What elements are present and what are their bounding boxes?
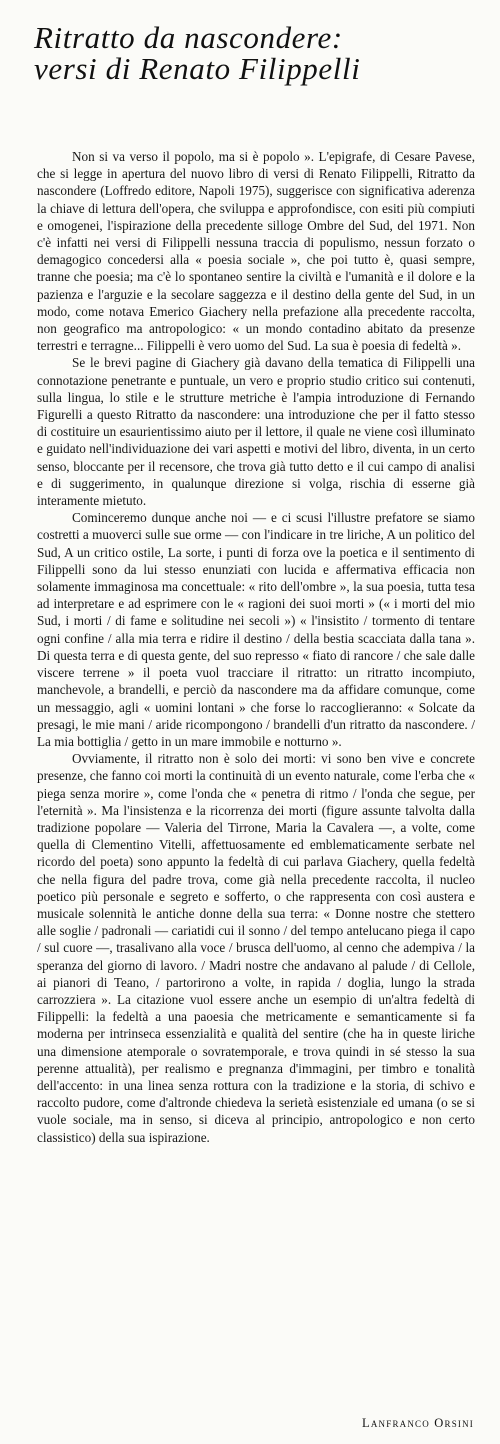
paragraph-4: Ovviamente, il ritratto non è solo dei morti: vi sono ben vive e concrete presenze, che fanno coi morti la continuità di un evento naturale, come l'erba che « piega senza morire », come l'onda che « penetra di ritmo / l'onda che segue, per l'eternità ». Ma l'insistenza e la ricorrenza dei morti (figure assunte talvolta dalla tradizione popolare — Valeria del Tirrone, Maria la Cavalera —, a volte, come quella di Clementino Vitelli, affettuosamente ed emblematicamente serbate nel ricordo del poeta) sono appunto la fedeltà di cui parlava Giachery, quella fedeltà che nella figura del padre trova, come già nella precedente raccolta, il nucleo poetico più personale e segreto e sofferto, o che rappresenta con così austera e musicale solennità le antiche donne della sua terra: « Donne nostre che stettero alle soglie / padronali — cariatidi cui il sonno / del tempo antelucano piega il capo / sul cuore —, trasalivano alla voce / brusca dell'uomo, al cenno che adempiva / la speranza del giorno di lavoro. / Madri nostre che andavano al palude / di Cellole, ai pianori di Teano, / partorirono a volte, in rapida / doglia, lungo la strada carrozziera ». La citazione vuol essere anche un esempio di un'altra fedeltà di Filippelli: la fedeltà a una paoesia che metricamente e semanticamente si fa moderna per intrinseca essenzialità e qualità del sentire (che ha in queste liriche una dimensione atemporale o sovratemporale, e trova quindi in sé stesso la sua perenne attualità), per realismo e pregnanza d'immagini, per timbro e tonalità dell'accento: in una linea senza rottura con la tradizione e la storia, di schivo e raccolto pudore, come d'altronde chiedeva la serietà esistenziale ed umana (o se si vuole sociale, ma in senso, si diceva al principio, antropologico e non certo classistico) della sua ispirazione. bbox=[37, 751, 475, 1145]
paragraph-3: Cominceremo dunque anche noi — e ci scusi l'illustre prefatore se siamo costretti a muoverci sulle sue orme — con l'indicare in tre liriche, A un politico del Sud, A un critico ostile, La sorte, i punti di forza ove la poetica e il sentimento di Filippelli sono da lui stesso enunziati con lucida e affermativa efficacia non solamente immaginosa ma concettuale: « rito dell'ombre », la sua poesia, tutta tesa ad interpretare e ad esprimere con le « ragioni dei suoi morti » (« i morti del mio Sud, i morti / di fame e solitudine nei secoli ») « l'insistito / tormento di tentare ogni confine / alla mia terra e ridire il destino / della bestia scacciata dalla tana ». Di questa terra e di questa gente, del suo represso « fiato di rancore / che sale dalle viscere terrene » il poeta vuol tracciare il ritratto: un ritratto incompiuto, manchevole, a brandelli, e perciò da nascondere ma da affidare comunque, come un messaggio, agli « uomini lontani » che forse lo raccoglieranno: « Solcate da presagi, le mie mani / aride ricompongono / brandelli d'un ritratto da nascondere. / La mia bottiglia / getto in un mare immobile e notturno ». bbox=[37, 510, 475, 749]
article-body bbox=[37, 148, 475, 1146]
author-signature: Lanfranco Orsini bbox=[362, 1416, 474, 1430]
article-title bbox=[34, 22, 474, 84]
title-line-2: versi di Renato Filippelli bbox=[34, 51, 361, 86]
title-line-1: Ritratto da nascondere: bbox=[34, 20, 343, 55]
paragraph-1: Non si va verso il popolo, ma si è popolo ». L'epigrafe, di Cesare Pavese, che si legge in apertura del nuovo libro di versi di Renato Filippelli, Ritratto da nascondere (Loffredo editore, Napoli 1975), suggerisce con significativa aderenza la chiave di lettura dell'opera, che sviluppa e approfondisce, con esiti più compiuti e omogenei, l'ispirazione della precedente silloge Ombre del Sud, del 1971. Non c'è infatti nei versi di Filippelli nessuna traccia di populismo, nessun forzato o demagogico concedersi alla « poesia sociale », che poi tutto è, quasi sempre, tranne che poesia; ma c'è lo spontaneo sentire la civiltà e l'umanità e il dolore e la pazienza e l'arguzie e la secolare saggezza e il destino della gente del Sud, in un modo, come notava Emerico Giachery nella prefazione alla precedente raccolta, non geografico ma antropologico: « un mondo contadino abitato da presenze terrestri e terragne... Filippelli è vero uomo del Sud. La sua è poesia di fedeltà ». bbox=[37, 149, 475, 354]
paragraph-2: Se le brevi pagine di Giachery già davano della tematica di Filippelli una connotazione penetrante e puntuale, un vero e proprio studio critico sui contenuti, sulla lingua, lo stile e le strutture metriche è l'ampia introduzione di Fernando Figurelli a questo Ritratto da nascondere: una introduzione che per il fatto stesso di costituire un esaurientissimo aiuto per il lettore, il quale ne viene così illuminato e guidato nell'individuazione dei vari aspetti e motivi del libro, diventa, in un certo senso, bloccante per il recensore, che trova già tutto detto e il cui campo di analisi e di suggerimento, in qualunque direzione si volga, rischia di esserne già interamente mietuto. bbox=[37, 355, 475, 509]
